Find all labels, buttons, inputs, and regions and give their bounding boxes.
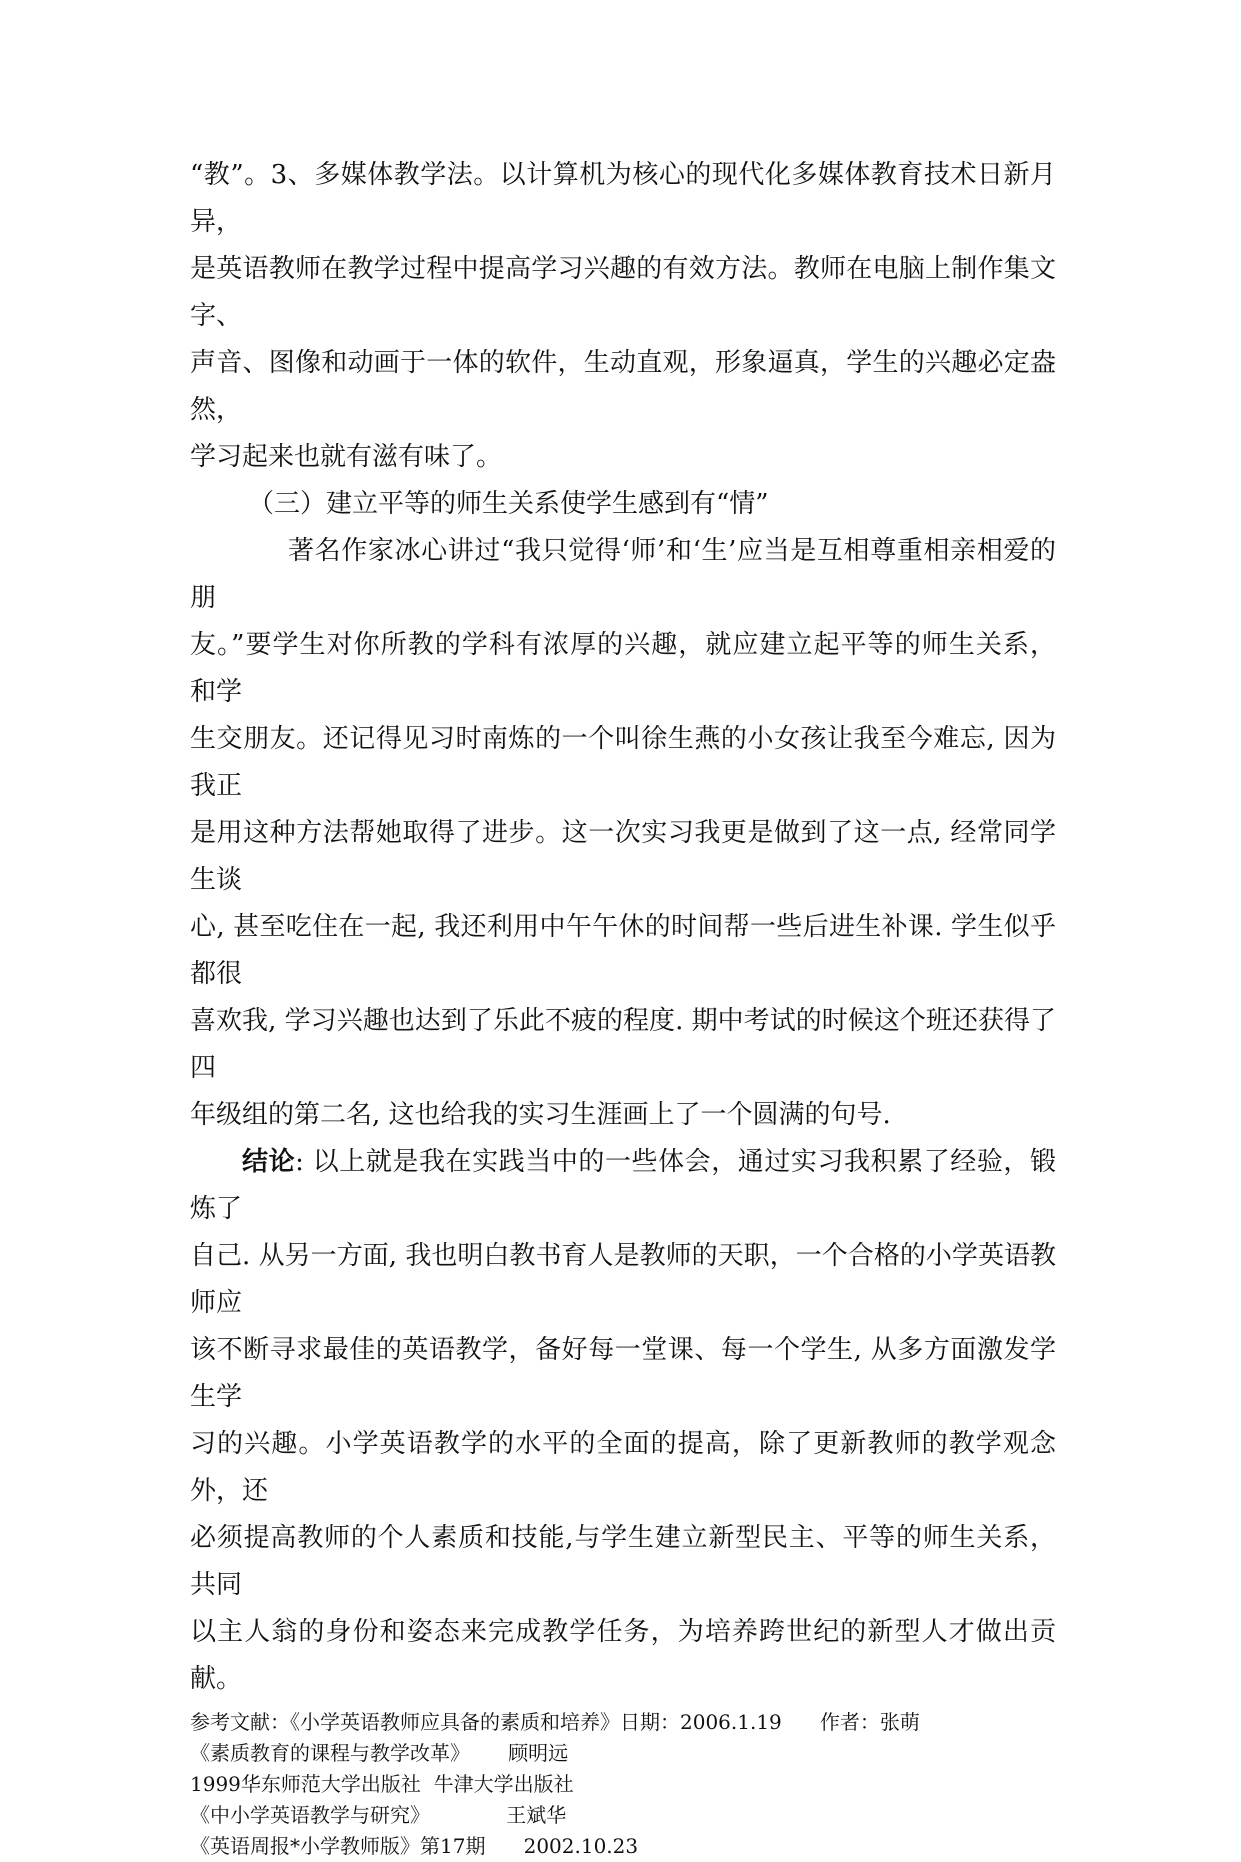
text-line: 是英语教师在教学过程中提高学习兴趣的有效方法。教师在电脑上制作集文字、 [190,254,1056,331]
text-line: 年级组的第二名, 这也给我的实习生涯画上了一个圆满的句号. [190,1100,891,1130]
reference-item: 参考文献：《小学英语教师应具备的素质和培养》日期：2006.1.19 作者：张萌 [190,1710,920,1734]
document-page [190,152,1056,1862]
text-line: 著名作家冰心讲过“我只觉得‘师’和‘生’应当是互相尊重相亲相爱的朋 [190,536,1056,613]
conclusion-label: 结论 [242,1147,296,1177]
section-continuation-paragraph [190,152,1056,481]
text-line: 学习起来也就有滋有味了。 [190,442,503,472]
references-list [190,1707,1056,1862]
text-line: “教”。3、多媒体教学法。以计算机为核心的现代化多媒体教育技术日新月异， [190,160,1056,237]
text-line: 以主人翁的身份和姿态来完成教学任务，为培养跨世纪的新型人才做出贡献。 [190,1617,1056,1694]
text-line: 自己. 从另一方面, 我也明白教书育人是教师的天职，一个合格的小学英语教师应 [190,1241,1056,1318]
reference-item: 《英语周报*小学教师版》第17期 2002.10.23 [190,1834,639,1858]
conclusion-first-line [190,1139,1056,1233]
text-line: : 以上就是我在实践当中的一些体会，通过实习我积累了经验，锻炼了 [190,1147,1056,1224]
section-three-paragraph [190,528,1056,1139]
conclusion-paragraph [190,1139,1056,1703]
text-line: 习的兴趣。小学英语教学的水平的全面的提高，除了更新教师的教学观念外，还 [190,1429,1056,1506]
text-line: 必须提高教师的个人素质和技能,与学生建立新型民主、平等的师生关系，共同 [190,1523,1056,1600]
text-line: 心, 甚至吃住在一起, 我还利用中午午休的时间帮一些后进生补课. 学生似乎都很 [190,912,1056,989]
text-line: 友。”要学生对你所教的学科有浓厚的兴趣，就应建立起平等的师生关系， 和学 [190,630,1056,707]
text-line: 喜欢我, 学习兴趣也达到了乐此不疲的程度. 期中考试的时候这个班还获得了四 [190,1006,1056,1083]
reference-item: 《中小学英语教学与研究》 王斌华 [190,1803,567,1827]
text-line: 该不断寻求最佳的英语教学，备好每一堂课、每一个学生, 从多方面激发学生学 [190,1335,1056,1412]
text-line: 声音、图像和动画于一体的软件，生动直观，形象逼真，学生的兴趣必定盎然， [190,348,1056,425]
text-line: 生交朋友。还记得见习时南炼的一个叫徐生燕的小女孩让我至今难忘, 因为我正 [190,724,1056,801]
reference-item: 《素质教育的课程与教学改革》 顾明远 [190,1741,569,1765]
reference-item: 1999华东师范大学出版社 牛津大学出版社 [190,1772,574,1796]
section-three-heading: （三）建立平等的师生关系使学生感到有“情” [248,489,769,519]
text-line: 是用这种方法帮她取得了进步。这一次实习我更是做到了这一点, 经常同学生谈 [190,818,1056,895]
